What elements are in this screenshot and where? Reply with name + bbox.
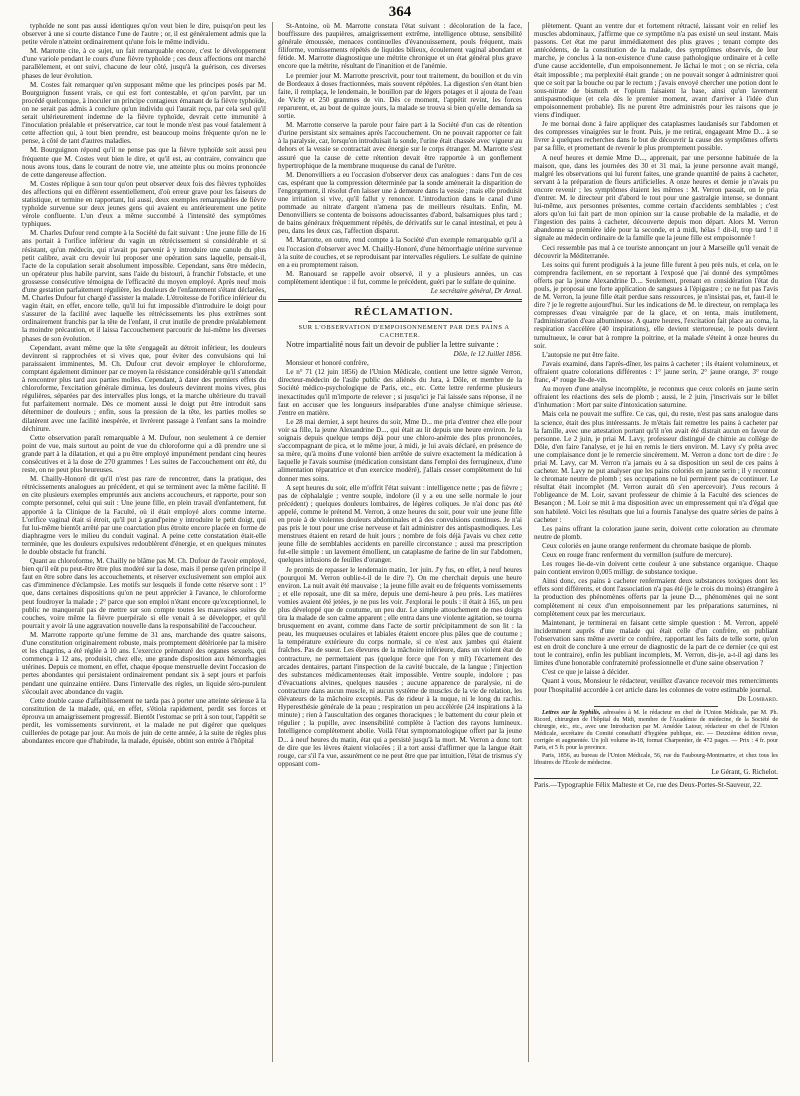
book-notice (534, 710, 778, 752)
paragraph: Le premier jour M. Marrotte prescrivit, pour tout traitement, du bouillon et du vin de Bordeaux à doses fractionnées, mais souvent répétées. La digestion s'en étant bien faite, il remplaça, le lendemain, le bouillon par de légers potages et il ajouta de l'eau de Vichy et 250 grammes de vin. Dès ce moment, l'appétit revint, les forces reparurent, et, au bout de quinze jours, la malade se trouva si bien qu'elle demanda sa sortie. (278, 71, 522, 121)
paragraph: M. Marrotte, en outre, rend compte à la Société d'un exemple remarquable qu'il a eu l'occasion d'observer avec M. Chailly-Honoré, d'une hémorrhagie utérine survenue à la suite de couches, et se reproduisant par intervalles réguliers. Le sulfate de quinine en a eu promptement raison. (278, 236, 522, 269)
paragraph: M. Costes fait remarquer qu'en supposant même que les principes posés par M. Bourguignon fussent vrais, ce qui est fort contestable, et qu'on parvînt, par un procédé quelconque, à inoculer un principe contagieux émanant de la fièvre typhoïde, on ne serait pas admis à conclure qu'un individu qui l'aurait reçu, par cela seul qu'il serait ultérieurement indemne de la fièvre typhoïde, devrait cette immunité à l'inoculation préalable et préservatrice, car tout le monde n'est pas voué fatalement à cette affection qui, à tout bien prendre, est beaucoup moins fréquente qu'on ne le pense, à côté de tant d'autres maladies. (22, 80, 266, 146)
paragraph: Le 28 mai dernier, à sept heures du soir, Mme D... me pria d'entrer chez elle pour voir sa fille, la jeune Alexandrine D..., qui était au lit depuis une heure environ. Je la soignais depuis quelque temps déjà pour une chloro-anémie des plus prononcées, s'accompagnant de pica, et le même jour, à midi, je lui avais déclaré, en présence de sa mère, qu'à moins d'une volonté bien arrêtée de suivre exactement la médication à laquelle je l'avais soumise (médication consistant dans l'emploi des ferrugineux, d'une alimentation réparatrice et d'un exercice modéré), j'allais cesser complètement de lui donner mes soins. (278, 417, 522, 483)
salutation: Monsieur et honoré confrère, (286, 359, 369, 368)
paragraph: Cette observation paraît remarquable à M. Dufour, non seulement à ce dernier point de vue, mais surtout au point de vue du chloroforme qui a dû prendre une si grande part à la dilatation, et qui a pu être employé impunément pendant cinq heures consécutives et à la dose de 270 grammes ! Les suites de l'accouchement ont été, du reste, on ne peut plus heureuses. (22, 433, 266, 475)
dateline: Dôle, le 12 Juillet 1856. (453, 350, 522, 359)
paragraph: Cependant, avant même que la tête s'engageât au détroit inférieur, les douleurs devinrent si rapprochées et si vives que, pour éviter des convulsions qui lui paraissaient imminentes, M. Ch. Dufour crut devoir employer le chloroforme, comptant également diminuer par ce moyen la résistance considérable qu'il s'attendait à rencontrer plus tard aux parties molles. Cependant, à dater des premiers effets du chloroforme, l'excitation générale diminua, les douleurs devinrent moins vives, plus régulières, séparées par des intervalles plus longs, et la marche ultérieure du travail fut parfaitement normale. Dès ce moment aussi le doigt put être introduit sans déterminer de douleurs ; enfin, sous la pression de la tête, les parties molles se dilatèrent avec une facilité inespérée, et livrèrent passage à l'enfant sans la moindre déchirure. (22, 343, 266, 433)
paragraph: Les soins qui furent prodigués à la jeune fille furent à peu près nuls, et cela, on le comprendra facilement, en se reportant à l'exposé que j'ai donné des symptômes offerts par la jeune Alexandrine D.... Seulement, prenant en considération l'état du pouls, je proposai une forte application de sangsues à l'épigastre ; ce ne fut pas l'avis de M. Verron, la jeune fille était perdue sans ressources, je n'insistai pas, et, faut-il le dire ? je le regrette aujourd'hui. Sur les indications de M. le directeur, on remplaça les compresses d'eau vinaigrée par de la glace, et on tenta, mais inutilement, l'administration d'eau albumineuse. A quatre heures, l'excitation fait place au coma, la respiration s'accélère (40 inspirations), elle devient stertoreuse, le pouls devient tumultueux, le cœur bat à rompre la poitrine, et la malade s'éteint à onze heures du soir. (534, 260, 778, 350)
paragraph: M. Marrotte rapporte qu'une femme de 31 ans, marchande des quatre saisons, d'une constitution originairement robuste, mais promptement détériorée par la misère et les chagrins, a été réglée à 10 ans. L'exercice prématuré des organes sexuels, qui commença à 12 ans, produisit, chez elle, une grande disposition aux hémorrhagies utérines. Depuis ce moment, en effet, chaque époque menstruelle devint l'occasion de pertes abondantes qui persistaient ordinairement pendant six à sept jours et parfois pendant une quinzaine entière. Dans l'intervalle des règles, un liquide séro-purulent s'écoulait avec abondance du vagin. (22, 630, 266, 696)
paragraph: Le n° 71 (12 juin 1856) de l'Union Médicale, contient une lettre signée Verron, directeur-médecin de l'asile public des aliénés du Jura, à Dôle, et membre de la Société médico-psychologique de Paris, etc., etc. Cette lettre renferme plusieurs inexactitudes qu'il m'importe de relever ; si jusqu'ici je l'ai laissée sans réponse, il ne faut en accuser que les longueurs inséparables d'une analyse chimique sérieuse. J'entre en matière. (278, 368, 522, 417)
column-3 (534, 22, 778, 1062)
paragraph: C'est ce que je laisse à décider. (542, 668, 630, 677)
paragraph: Les rouges lie-de-vin doivent cette couleur à une substance organique. Chaque pain contient environ 0,005 milligr. de substance toxique. (534, 560, 778, 577)
paragraph: Ceux coloriés en jaune orange renferment du chromate basique de plomb. (542, 541, 752, 550)
gerant-line: Le Gérant, G. Richelot. (711, 767, 778, 776)
section-title: RÉCLAMATION. (354, 306, 454, 319)
paragraph: M. Denonvilliers a eu l'occasion d'observer deux cas analogues : dans l'un de ces cas, espérant que la compression déterminée par la sonde amènerait la disparition de l'engorgement, il résolut d'en laisser une à demeure dans la vessie ; mais elle produisit une irritation si vive, qu'il fallut y renoncer. L'introduction dans le canal d'une pommade au nitrate d'argent n'amena pas de meilleurs résultats. Enfin, M. Denonvilliers se contenta de boissons adoucissantes d'abord, balsamiques plus tard ; de bains généraux fréquemment répétés, de dérivatifs sur le canal intestinal, et peu à peu, dans les deux cas, l'affection disparut. (278, 170, 522, 236)
paragraph: Ceci ressemble pas mal à ce touriste annonçant un jour à Marseille qu'il venait de découvrir la Méditerranée. (534, 243, 778, 260)
paragraph: plètement. Quant au ventre dur et fortement rétracté, laissant voir en relief les muscles abdominaux, j'affirme que ce symptôme n'a pas existé un seul instant. Mais passons. Cet état me parut immédiatement des plus graves ; tenant compte des antécédents, de la constitution de la malade, des symptômes observés, de leur marche, je conclus à la non-existence d'une cause pathologique ordinaire et à celle d'une cause accidentelle, d'un empoisonnement. Je lâchai le mot ; on se récria, cela était impossible ; ma perplexité était grande ; on ne pouvait songer à administrer quoi que ce soit par la bouche ou par le rectum ; j'avais envoyé chercher une potion dont le sous-nitrate de bismuth et l'opium faisaient la base, ainsi qu'un lavement antispasmodique (et cela dès le premier moment, avant d'arriver à l'idée d'un empoisonnement probable). Ils ne purent être administrés pour les raisons que je viens d'indiquer. (534, 22, 778, 120)
paragraph: Au moyen d'une analyse incomplète, je reconnus que ceux colorés en jaune serin offraient les réactions des sels de plomb ; aussi, le 2 juin, j'inscrivais sur le billet d'inhumation : Mort par suite d'intoxication saturnine. (534, 385, 778, 410)
paragraph: M. Marrotte cite, à ce sujet, un fait remarquable encore, c'est le développement d'une variole pendant le cours d'une fièvre typhoïde ; ces deux affections ont marché parallèlement, et ont suivi, chacune de leur côté, jusqu'à la guérison, ces diverses phases de leur évolution. (22, 47, 266, 80)
intro-line: Notre impartialité nous fait un devoir de publier la lettre suivante : (286, 340, 499, 350)
paragraph: M. Chailly-Honoré dit qu'il n'est pas rare de rencontrer, dans la pratique, des rétrécissements analogues au précédent, et qui se terminent avec la même facilité. Il en cite plusieurs exemples empruntés aux anciens accoucheurs, et rapporte, pour son compte personnel, celui qui suit : Une jeune fille, en plein travail d'enfantement, fut apportée à la Clinique de la Faculté, où il était employé alors comme interne. L'orifice vaginal était si étroit, qu'il put à grand'peine y introduire le petit doigt, qui fut lui-même bientôt arrêté par une coarctation plus étroite encore placée en forme de diaphragme vers le milieu du conduit vaginal. A peine cette constatation était-elle terminée, que les douleurs expulsives redoublèrent d'énergie, et en quelques minutes le double obstacle fut franchi. (22, 475, 266, 556)
paragraph: St-Antoine, où M. Marrotte constata l'état suivant : décoloration de la face, bouffissure des paupières, amaigrissement extrême, intelligence obtuse, sensibilité générale émoussée, menaces continuelles d'évanouissement, pouls fréquent, mais filiforme, vomissements répétés de liquides bilieux, écoulement vaginal abondant et fétide. M. Marrotte diagnostique une métrite chronique et un état général plus grave encore que la métrite, résultant de l'inanition et de l'anémie. (278, 22, 522, 71)
paragraph: Je me bornai donc à faire appliquer des cataplasmes laudanisés sur l'abdomen et des compresses vinaigrées sur le front. Puis, je me retirai, engageant Mme D... à se livrer à quelques recherches dans le but de découvrir la cause des symptômes offerts par sa fille, et promettant de revenir le plus promptement possible. (534, 120, 778, 153)
secretary-signature: Le secrétaire général, Dr Arnal. (430, 287, 522, 295)
section-divider (278, 299, 522, 302)
section-subtitle: SUR L'OBSERVATION D'EMPOISONNEMENT PAR DES PAINS A CACHETER. (298, 324, 510, 339)
paragraph: Quant à vous, Monsieur le rédacteur, veuillez d'avance recevoir mes remerciments pour l'hospitalité accordée à cet article dans les colonnes de votre estimable journal. (534, 677, 778, 694)
paragraph: J'avais examiné, dans l'après-dîner, les pains à cacheter ; ils étaient volumineux, et offraient quatre colorations différentes : 1° jaune serin, 2° jaune orange, 3° rouge franc, 4° rouge lie-de-vin. (534, 359, 778, 385)
paragraph: A neuf heures et demie Mme D..., apprenait, par une personne habituée de la maison, que, dans les journées des 30 et 31 mai, la jeune personne avait mangé, malgré les observations qui lui furent faites, une grande quantité de pains à cacheter, servant à la préparation de fleurs artificielles. A onze heures et demie je n'avais pu encore revenir ; les symptômes étaient les mêmes : M. Verron passait, on le pria d'entrer. M. le directeur prit d'abord le tout pour une gastralgie intense, se donnant lui-même, aux personnes présentes, comme certain d'accidents semblables ; c'est alors qu'on lui fait part de mon opinion sur la cause probable de la maladie, et de l'ingestion des pains à cacheter, découverte depuis mon départ. Alors M. Verron abandonne sa première idée pour la seconde, et à midi, hélas ! dit-il, trop tard ! il signale au médecin ordinaire de la famille que la jeune fille est empoisonnée ! (534, 153, 778, 243)
paragraph: M. Costes réplique à son tour qu'on peut observer deux fois des fièvres typhoïdes des affections qui en diffèrent essentiellement, d'où erreur grave pour les faiseurs de statistique, et termine en rapportant, lui aussi, deux exemples remarquables de fièvre typhoïde survenue sur deux jeunes gens qui avaient eu antérieurement une petite vérole confluente. L'un d'eux a même succombé à l'intensité des symptômes typhiques. (22, 179, 266, 229)
book-notice-address: Paris, 1856, au bureau de l'Union Médicale, 56, rue du Faubourg-Montmartre, et chez tous les libraires de l'École de médecine. (534, 752, 778, 766)
letter-signature: Dr Lombard. (737, 694, 778, 703)
paragraph: Maintenant, je terminerai en faisant cette simple question : M. Verron, appelé incidemment auprès d'une malade qui était celle d'un confrère, en publiant l'observation sans même avertir ce confrère, rapportant les faits de telle sorte, qu'on est en droit de conclure à une erreur de diagnostic de la part de ce dernier (ce qui est tout le contraire), enfin les publiant incomplets, M. Verron, dis-je, a-t-il agi dans les limites d'une honorable confraternité professionnelle et d'une saine observation ? (534, 618, 778, 668)
paragraph: M. Charles Dufour rend compte à la Société du fait suivant : Une jeune fille de 16 ans portait à l'orifice inférieur du vagin un rétrécissement si considérable et si résistant, qu'un médecin, qui n'avait pu parvenir à y introduire une canule du plus petit calibre, avait cru devoir lui proposer une opération sans laquelle, pensait-il, l'acte de la copulation serait absolument impossible. Cependant, sans être médecin, un opérateur plus habile parvint, sans l'aide du bistouri, à franchir l'obstacle, et une grossesse consécutive témoigna de l'efficacité du moyen employé. Après neuf mois d'une gestation parfaitement régulière, les douleurs de l'enfantement s'étant déclarées, M. Charles Dufour fut chargé d'assister la malade. L'étroitesse de l'orifice inférieur du vagin était, en effet, encore telle, qu'il lui fut impossible d'introduire le doigt pour s'assurer de la facilité avec laquelle les rétrécissements les plus extrêmes sont ordinairement franchis par la tête de l'enfant, il crut inutile de prendre préalablement la moindre précaution, et il laissa l'accouchement parcourir de lui-même les diverses phases de son évolution. (22, 229, 266, 343)
book-notice-text: adressées à M. le rédacteur en chef de l'Union Médicale, par M. Ph. Ricord, chirurgien de l'hôpital du Midi, membre de l'Académie de médecine, de la Société de chirurgie, etc., etc., avec une Introduction par M. Amédée Latour, rédacteur en chef de l'Union Médicale, secrétaire du Comité consultatif d'hygiène publique, etc. — Deuxième édition revue, corrigée et augmentée. Un joli volume in-18, format Charpentier, de 472 pages. — Prix : 4 fr. pour Paris, et 5 fr. pour la province. (534, 709, 778, 751)
paragraph: Ainsi donc, ces pains à cacheter renfermaient deux substances toxiques dont les effets sont différents, et dont l'association n'a pas été (je le crois du moins) étrangère à la production des phénomènes offerts par la jeune D..., phénomènes qui ne sont complètement ni ceux d'un empoisonnement par les préparations saturnines, ni complètement ceux par les mercuriaux. (534, 577, 778, 618)
paragraph: M. Bourguignon répond qu'il ne pense pas que la fièvre typhoïde soit aussi peu fréquente que M. Costes veut bien le dire, et qu'il est, au contraire, convaincu que nous avons tous, dans le courant de notre vie, une atteinte plus ou moins prononcée de cette dangereuse affection. (22, 146, 266, 179)
title-rule (308, 321, 492, 322)
paragraph: Mais cela ne pouvait me suffire. Ce cas, qui, du reste, n'est pas sans analogue dans la science, était des plus intéressants. Je m'étais fait remettre les pains à cacheter par la famille, avec une attestation portant qu'il n'en avait été distrait aucun en faveur de personne. Le 2 juin, je priai M. Lavy, professeur distingué de chimie au collège de Dôle, d'en faire l'analyse, et je lui en remis le tiers environ. M. Lavy s'y prêta avec une complaisance dont je le remercie sincèrement. M. Verron a donc tort de dire : Je priai M. Lavy, car M. Verron n'a jamais eu à sa disposition un seul de ces pains à cacheter. M. Lavy ne put analyser que les pains coloriés en jaune serin ; il y reconnut le chromate neutre de plomb ; ses occupations ne lui permirent pas de continuer. Le résultat était incomplet (M. Verron aurait dû s'en apercevoir). J'eus recours à l'obligeance de M. Loir, savant professeur de chimie à la Faculté des sciences de Besançon ; M. Loir se mit à ma disposition avec un empressement qui n'a d'égal que son habileté. Voici les résultats que lui a fournis l'analyse des quatre séries de pains à cacheter : (534, 410, 778, 524)
paragraph: M. Ranouard se rappelle avoir observé, il y a plusieurs années, un cas complètement identique : il fut, comme le précédent, guéri par le sulfate de quinine. (278, 269, 522, 286)
book-notice-lead: Lettres sur la Syphilis, (542, 709, 601, 716)
columns (22, 22, 778, 1062)
printer-line: Paris.—Typographie Félix Malteste et Ce, rue des Deux-Portes-St-Sauveur, 22. (534, 778, 778, 790)
paragraph: Les pains offrant la coloration jaune serin, doivent cette coloration au chromate neutre de plomb. (534, 524, 778, 541)
divider (594, 706, 718, 707)
column-1 (22, 22, 266, 1062)
paragraph: L'autopsie ne put être faite. (542, 350, 620, 359)
paragraph: A sept heures du soir, elle m'offrit l'état suivant : intelligence nette ; pas de fièvre ; pas de céphalalgie ; ventre souple, indolore (il y a eu une selle normale le jour précédent) ; quelques douleurs lombaires, de légères coliques. Je n'ai donc pas été appelé, comme le prétend M. Verron, à onze heures du soir, pour voir une jeune fille en proie à de violentes douleurs abdominales et à des convulsions continues. Je n'ai pas pris le tout pour une crise nerveuse et fait administrer des antispasmodiques. Les menstrues étaient en retard de huit jours ; nombre de fois déjà j'avais vu chez cette jeune fille de semblables accidents en pareille circonstance ; aussi ma prescription fut-elle simple : un lavement émollient, un cataplasme de farine de lin sur l'abdomen, quelques infusions de feuilles d'oranger. (278, 483, 522, 565)
paragraph: M. Marrotte conserve la parole pour faire part à la Société d'un cas de rétention d'urine persistant six semaines après l'accouchement. On ne pouvait rapporter ce fait à la paralysie, car, lorsqu'on introduisait la sonde, l'urine était chassée avec vigueur au dehors et la vessie se contractait avec énergie sur le corps étranger. M. Marrotte s'est assuré que la cause de cette rétention devait être rapportée à un gonflement hypertrophique de la membrane muqueuse du canal de l'urètre. (278, 121, 522, 170)
paragraph: Cette double cause d'affaiblissement ne tarda pas à porter une atteinte sérieuse à la constitution de la malade, qui, en effet, s'étiola rapidement, perdit ses forces et éprouva un amaigrissement progressif. Bientôt l'estomac se prit à son tour, l'appétit se perdit, les vomissements survinrent, et la malade ne put digérer que quelques cuillerées de potage par jour. Au mois de juin de cette année, à la suite de règles plus abondantes encore que d'habitude, la malade, épuisée, obtint son entrée à l'hôpital (22, 696, 266, 746)
paragraph: Je promis de repasser le lendemain matin, 1er juin. J'y fus, en effet, à neuf heures (pourquoi M. Verron oublie-t-il de le dire ?). On me cherchait depuis une heure environ. La nuit avait été mauvaise ; la jeune fille avait eu de fréquents vomissements ; et elle reposait, une dit sa mère, depuis une demi-heure à peu près. Les matières vomies avaient été jetées, je ne pus les voir. J'explorai le pouls : il était à 165, un peu plus développé que de coutume, un peu dur. Le simple attouchement de mes doigts tira la malade de son calme apparent ; elle entra dans une violente agitation, se tourna brusquement en avant, comme dans l'acte de sortir précipitamment de son lit : la peau, les muqueuses oculaires et labiales étaient encore plus pâles que de coutume ; la température extérieure du corps normale, si ce n'est aux jambes qui étaient fraîches. Pas de sueur. Les élevures de la mâchoire inférieure, dans un violent état de contracture, ne permettaient pas (quelque force que l'on y mît) l'écartement des arcades dentaires, partant l'inspection de la cavité buccale, de la langue ; l'injection des substances médicamenteuses était impossible. Ventre souple, indolore ; pas d'évacuations alvines, quelques nausées ; aucune apparence de paralysie, ni de contracture dans aucun muscle, ni aucun système de muscles de la vie de relation, les élévateurs de la mâchoire exceptés. Pas de rideur à la nuque, ni le long du rachis. Hyperesthésie générale de la peau ; respiration un peu accélérée (24 inspirations à la minute) ; rien à l'auscultation des organes thoraciques ; le battement du cœur plein et régulier ; la pupille, avec insensibilité complète à l'action des rayons lumineux. Intelligence complètement abolie. Voilà l'état symptomatologique offert par la jeune D... à neuf heures du matin, état qui a persisté jusqu'à la mort. M. Verron a donc tort de dire que les lèvres étaient violacées ; il a tort aussi d'affirmer que la langue était rouge, car s'il l'a vue, assurément ce ne peut être que par intuition, l'état de trismus s'y opposant com- (278, 565, 522, 768)
column-2 (278, 22, 522, 1062)
page-number: 364 (388, 4, 412, 20)
paragraph: typhoïde ne sont pas aussi identiques qu'on veut bien le dire, puisqu'on peut les observer à une si courte distance l'une de l'autre ; or, il est généralement admis que la petite vérole n'atteint ordinairement qu'une fois le même individu. (22, 22, 266, 47)
column-divider (272, 22, 273, 1062)
column-divider (528, 22, 529, 1062)
paragraph: Quant au chloroforme, M. Chailly ne blâme pas M. Ch. Dufour de l'avoir employé, bien qu'il eût pu peut-être être plus modéré sur la dose, mais il pense qu'en principe il faut en être sobre dans les accouchements, et réserver exclusivement son emploi aux cas d'imminence d'éclampsie. Les motifs sur lesquels il fonde cette réserve sont : 1° que, dans certaines dispositions qu'on ne peut apprécier à l'avance, le chloroforme peut foudroyer la malade ; 2° parce que son emploi n'étant encore qu'exceptionnel, le public ne manquerait pas de mettre sur son compte toutes les mauvaises suites de couches, voire même la fièvre puerpérale si elle venait à se développer, et qu'il pourrait y avoir là une aggravation nouvelle dans la responsabilité de l'accoucheur. (22, 557, 266, 630)
paragraph: Ceux en rouge franc renferment du vermillon (sulfure de mercure). (542, 551, 733, 559)
